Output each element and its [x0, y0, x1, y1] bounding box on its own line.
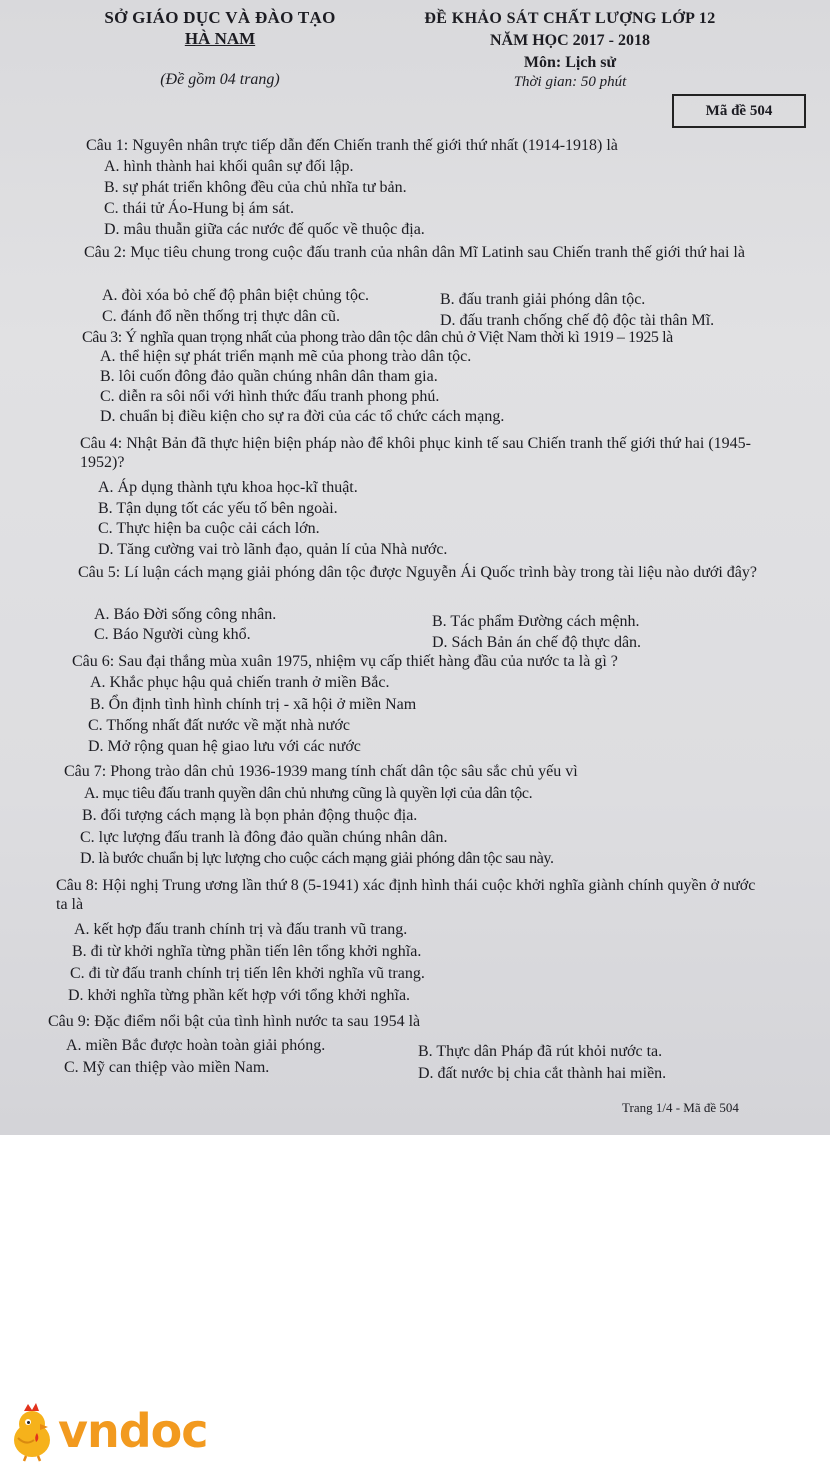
question-5-stem: Câu 5: Lí luận cách mạng giải phóng dân tộc được Nguyễn Ái Quốc trình bày trong tài liệu nào dưới đây?: [78, 564, 757, 581]
question-1-stem: Câu 1: Nguyên nhân trực tiếp dẫn đến Chiến tranh thế giới thứ nhất (1914-1918) là: [86, 137, 618, 154]
question-2-option-c: C. đánh đổ nền thống trị thực dân cũ.: [102, 308, 340, 325]
page-count-note: (Đề gồm 04 trang): [160, 71, 280, 88]
question-2-option-d: D. đấu tranh chống chế độ độc tài thân Mĩ.: [440, 312, 715, 329]
page-footer: Trang 1/4 - Mã đề 504: [622, 1100, 739, 1115]
question-6-option-b: B. Ổn định tình hình chính trị - xã hội ở miền Nam: [90, 696, 417, 713]
question-3-option-b: B. lôi cuốn đông đảo quần chúng nhân dân tham gia.: [100, 368, 438, 385]
question-7-option-c: C. lực lượng đấu tranh là đông đảo quần chúng nhân dân.: [80, 829, 448, 846]
question-1-option-c: C. thái tử Áo-Hung bị ám sát.: [104, 200, 294, 217]
question-8-option-c: C. đi từ đấu tranh chính trị tiến lên khởi nghĩa vũ trang.: [70, 965, 425, 982]
question-2-option-a: A. đòi xóa bỏ chế độ phân biệt chủng tộc.: [102, 287, 370, 304]
chicken-mascot-icon: [4, 1402, 60, 1462]
school-year: NĂM HỌC 2017 - 2018: [490, 32, 650, 49]
question-9-option-b: B. Thực dân Pháp đã rút khỏi nước ta.: [418, 1043, 663, 1060]
question-2-stem: Câu 2: Mục tiêu chung trong cuộc đấu tranh của nhân dân Mĩ Latinh sau Chiến tranh thế giới thứ hai là: [84, 244, 745, 261]
vndoc-logo: [4, 1402, 224, 1464]
question-7-option-a: A. mục tiêu đấu tranh quyền dân chủ nhưng cũng là quyền lợi của dân tộc.: [84, 785, 533, 802]
question-1-option-b: B. sự phát triển không đều của chủ nhĩa tư bản.: [104, 179, 407, 196]
question-8-stem: Câu 8: Hội nghị Trung ương lần thứ 8 (5-1941) xác định hình thái cuộc khởi nghĩa giành chính quyền ở nước ta là: [56, 877, 756, 913]
question-6-option-c: C. Thống nhất đất nước về mặt nhà nước: [88, 717, 350, 734]
question-5-option-d: D. Sách Bản án chế độ thực dân.: [432, 634, 642, 651]
exam-title: ĐỀ KHẢO SÁT CHẤT LƯỢNG LỚP 12: [424, 10, 716, 27]
question-9-option-d: D. đất nước bị chia cắt thành hai miền.: [418, 1065, 667, 1082]
question-7-option-d: D. là bước chuẩn bị lực lượng cho cuộc cách mạng giải phóng dân tộc sau này.: [80, 850, 554, 867]
question-7-stem: Câu 7: Phong trào dân chủ 1936-1939 mang tính chất dân tộc sâu sắc chủ yếu vì: [64, 763, 578, 780]
question-1-option-d: D. mâu thuẫn giữa các nước đế quốc về thuộc địa.: [104, 221, 425, 238]
question-7-option-b: B. đối tượng cách mạng là bọn phản động thuộc địa.: [82, 807, 418, 824]
question-8-option-b: B. đi từ khởi nghĩa từng phần tiến lên tổng khởi nghĩa.: [72, 943, 422, 960]
question-4-option-b: B. Tận dụng tốt các yếu tố bên ngoài.: [98, 500, 338, 517]
question-9-option-a: A. miền Bắc được hoàn toàn giải phóng.: [66, 1037, 326, 1054]
subject: Môn: Lịch sử: [523, 54, 617, 71]
question-3-option-c: C. diễn ra sôi nổi với hình thức đấu tranh phong phú.: [100, 388, 440, 405]
question-6-option-a: A. Khắc phục hậu quả chiến tranh ở miền Bắc.: [90, 674, 390, 691]
issuer-block: [90, 8, 350, 89]
question-4-option-c: C. Thực hiện ba cuộc cải cách lớn.: [98, 520, 320, 537]
question-1-option-a: A. hình thành hai khối quân sự đối lập.: [104, 158, 354, 175]
question-3-option-a: A. thể hiện sự phát triển mạnh mẽ của phong trào dân tộc.: [100, 348, 472, 365]
question-3-option-d: D. chuẩn bị điều kiện cho sự ra đời của các tổ chức cách mạng.: [100, 408, 505, 425]
question-5-option-b: B. Tác phẩm Đường cách mệnh.: [432, 613, 640, 630]
question-8-option-d: D. khởi nghĩa từng phần kết hợp với tổng khởi nghĩa.: [68, 987, 411, 1004]
question-5-option-c: C. Báo Người cùng khổ.: [94, 626, 251, 643]
question-2-option-b: B. đấu tranh giải phóng dân tộc.: [440, 291, 646, 308]
duration: Thời gian: 50 phút: [513, 74, 627, 90]
question-5-option-a: A. Báo Đời sống công nhân.: [94, 606, 277, 623]
question-6-option-d: D. Mở rộng quan hệ giao lưu với các nước: [88, 738, 361, 755]
question-9-option-c: C. Mỹ can thiệp vào miền Nam.: [64, 1059, 270, 1076]
question-4-option-a: A. Áp dụng thành tựu khoa học-kĩ thuật.: [98, 479, 358, 496]
province-name: HÀ NAM: [184, 29, 256, 48]
exam-title-block: [400, 10, 740, 91]
department-name: SỞ GIÁO DỤC VÀ ĐÀO TẠO: [104, 8, 336, 27]
exam-code-box: Mã đề 504: [672, 94, 806, 128]
question-6-stem: Câu 6: Sau đại thắng mùa xuân 1975, nhiệm vụ cấp thiết hàng đầu của nước ta là gì ?: [72, 653, 618, 670]
question-9-stem: Câu 9: Đặc điểm nổi bật của tình hình nước ta sau 1954 là: [48, 1013, 421, 1030]
brand-wordmark: vndoc: [58, 1404, 208, 1458]
question-4-option-d: D. Tăng cường vai trò lãnh đạo, quản lí của Nhà nước.: [98, 541, 448, 558]
question-4-stem: Câu 4: Nhật Bản đã thực hiện biện pháp nào để khôi phục kinh tế sau Chiến tranh thế giới thứ hai (1945-1952)?: [80, 435, 751, 471]
question-8-option-a: A. kết hợp đấu tranh chính trị và đấu tranh vũ trang.: [74, 921, 408, 938]
question-3-stem: Câu 3: Ý nghĩa quan trọng nhất của phong trào dân tộc dân chủ ở Việt Nam thời kì 1919 – 1925 là: [82, 329, 673, 346]
